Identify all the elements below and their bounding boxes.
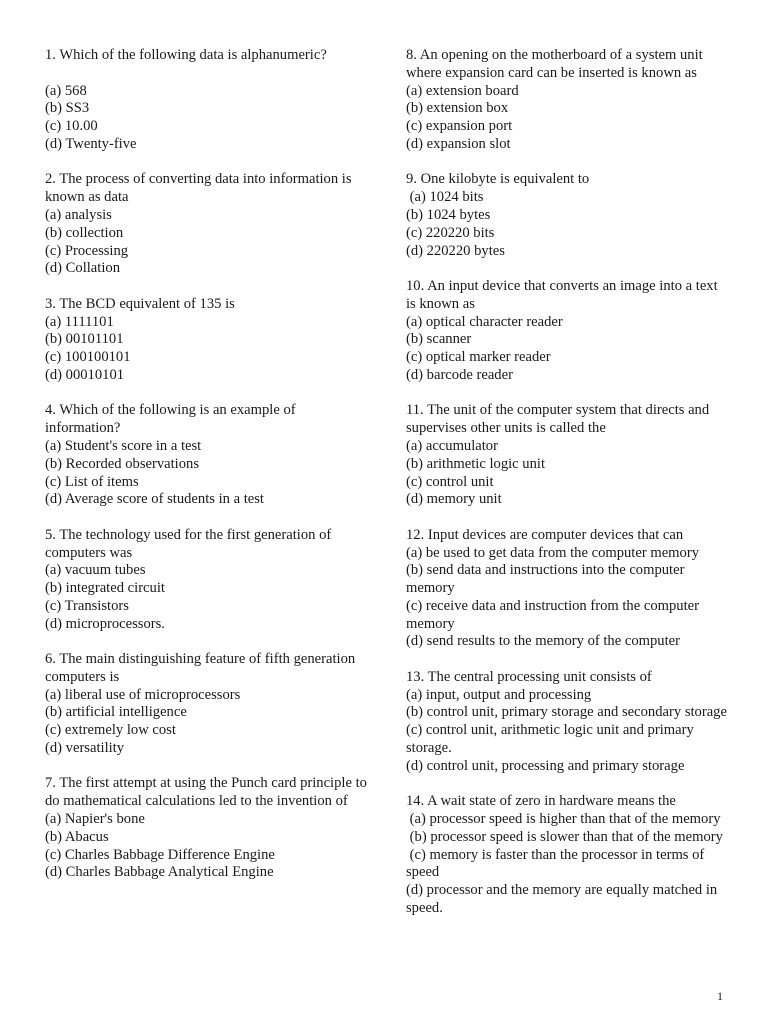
question-text: 4. Which of the following is an example of information?	[45, 402, 300, 437]
option-a: (a) input, output and processing	[406, 686, 592, 703]
option-a: (a) analysis	[45, 206, 112, 223]
question-13	[406, 669, 728, 776]
option-b: (b) send data and instructions into the computer memory	[406, 562, 689, 597]
question-text: 9. One kilobyte is equivalent to	[406, 171, 590, 188]
option-b: (b) Recorded observations	[45, 455, 199, 472]
question-text: 5. The technology used for the first generation of computers was	[45, 526, 335, 561]
option-d: (d) send results to the memory of the computer	[406, 633, 680, 650]
option-a: (a) vacuum tubes	[45, 562, 146, 579]
question-text: 14. A wait state of zero in hardware means the	[406, 793, 676, 810]
question-10	[406, 278, 728, 385]
right-column	[406, 47, 728, 935]
option-b: (b) processor speed is slower than that of the memory	[406, 828, 723, 845]
option-b: (b) SS3	[45, 100, 90, 117]
option-b: (b) artificial intelligence	[45, 704, 187, 721]
option-d: (d) control unit, processing and primary storage	[406, 757, 685, 774]
question-9	[406, 171, 728, 260]
option-a: (a) 1024 bits	[406, 189, 484, 206]
option-d: (d) expansion slot	[406, 135, 511, 152]
question-12	[406, 527, 728, 652]
question-text: 6. The main distinguishing feature of fifth generation computers is	[45, 651, 359, 685]
question-5	[45, 527, 367, 634]
option-c: (c) List of items	[45, 473, 139, 490]
option-b: (b) 1024 bytes	[406, 206, 491, 223]
option-d: (d) Average score of students in a test	[45, 491, 264, 508]
option-c: (c) Transistors	[45, 597, 129, 614]
option-c: (c) 10.00	[45, 118, 98, 135]
option-b: (b) 00101101	[45, 331, 124, 348]
question-2	[45, 171, 367, 278]
question-3	[45, 296, 367, 385]
option-c: (c) control unit, arithmetic logic unit and primary storage.	[406, 722, 698, 757]
option-a: (a) optical character reader	[406, 313, 563, 330]
option-b: (b) integrated circuit	[45, 580, 165, 597]
option-d: (d) Collation	[45, 260, 120, 277]
option-d: (d) microprocessors.	[45, 615, 165, 632]
question-text: 1. Which of the following data is alphanumeric?	[45, 47, 327, 63]
question-text: 13. The central processing unit consists of	[406, 668, 652, 685]
option-a: (a) 1111101	[45, 313, 114, 330]
question-text: 3. The BCD equivalent of 135 is	[45, 295, 235, 312]
option-a: (a) extension board	[406, 82, 519, 99]
option-a: (a) 568	[45, 82, 87, 99]
option-d: (d) processor and the memory are equally matched in speed.	[406, 882, 721, 917]
option-d: (d) memory unit	[406, 491, 502, 508]
option-c: (c) control unit	[406, 473, 494, 490]
option-b: (b) collection	[45, 224, 124, 241]
question-14	[406, 793, 728, 918]
option-a: (a) liberal use of microprocessors	[45, 686, 241, 703]
question-text: 8. An opening on the motherboard of a system unit where expansion card can be inserted is known as	[406, 47, 707, 81]
option-d: (d) Twenty-five	[45, 135, 137, 152]
option-c: (c) expansion port	[406, 118, 513, 135]
option-c: (c) Processing	[45, 242, 129, 259]
option-b: (b) extension box	[406, 100, 509, 117]
option-c: (c) Charles Babbage Difference Engine	[45, 846, 275, 863]
option-c: (c) 220220 bits	[406, 224, 495, 241]
question-text: 2. The process of converting data into information is known as data	[45, 171, 356, 206]
option-d: (d) 220220 bytes	[406, 242, 505, 259]
page-number: 1	[717, 989, 723, 1003]
option-c: (c) optical marker reader	[406, 349, 551, 366]
blank-line	[45, 65, 367, 83]
option-d: (d) barcode reader	[406, 366, 513, 383]
question-4	[45, 402, 367, 509]
option-c: (c) receive data and instruction from the computer memory	[406, 597, 703, 632]
option-b: (b) Abacus	[45, 828, 109, 845]
option-a: (a) Napier's bone	[45, 811, 145, 828]
option-b: (b) arithmetic logic unit	[406, 455, 546, 472]
question-text: 12. Input devices are computer devices that can	[406, 526, 684, 543]
option-c: (c) 100100101	[45, 349, 131, 366]
question-6	[45, 651, 367, 758]
left-column	[45, 47, 371, 900]
option-b: (b) scanner	[406, 331, 472, 348]
option-c: (c) extremely low cost	[45, 722, 176, 739]
question-text: 11. The unit of the computer system that directs and supervises other units is called the	[406, 402, 713, 437]
option-a: (a) be used to get data from the computer memory	[406, 544, 699, 561]
question-11	[406, 402, 728, 509]
option-d: (d) versatility	[45, 740, 125, 757]
option-a: (a) Student's score in a test	[45, 437, 202, 454]
option-b: (b) control unit, primary storage and secondary storage	[406, 704, 727, 721]
option-a: (a) accumulator	[406, 437, 498, 454]
question-text: 10. An input device that converts an image into a text is known as	[406, 277, 722, 312]
question-text: 7. The first attempt at using the Punch card principle to do mathematical calculations led to the invention of	[45, 775, 371, 810]
question-8	[406, 47, 728, 154]
question-7	[45, 775, 371, 882]
option-d: (d) 00010101	[45, 366, 125, 383]
option-a: (a) processor speed is higher than that of the memory	[406, 811, 721, 828]
option-d: (d) Charles Babbage Analytical Engine	[45, 864, 274, 881]
option-c: (c) memory is faster than the processor in terms of speed	[406, 846, 708, 881]
question-1	[45, 47, 367, 154]
